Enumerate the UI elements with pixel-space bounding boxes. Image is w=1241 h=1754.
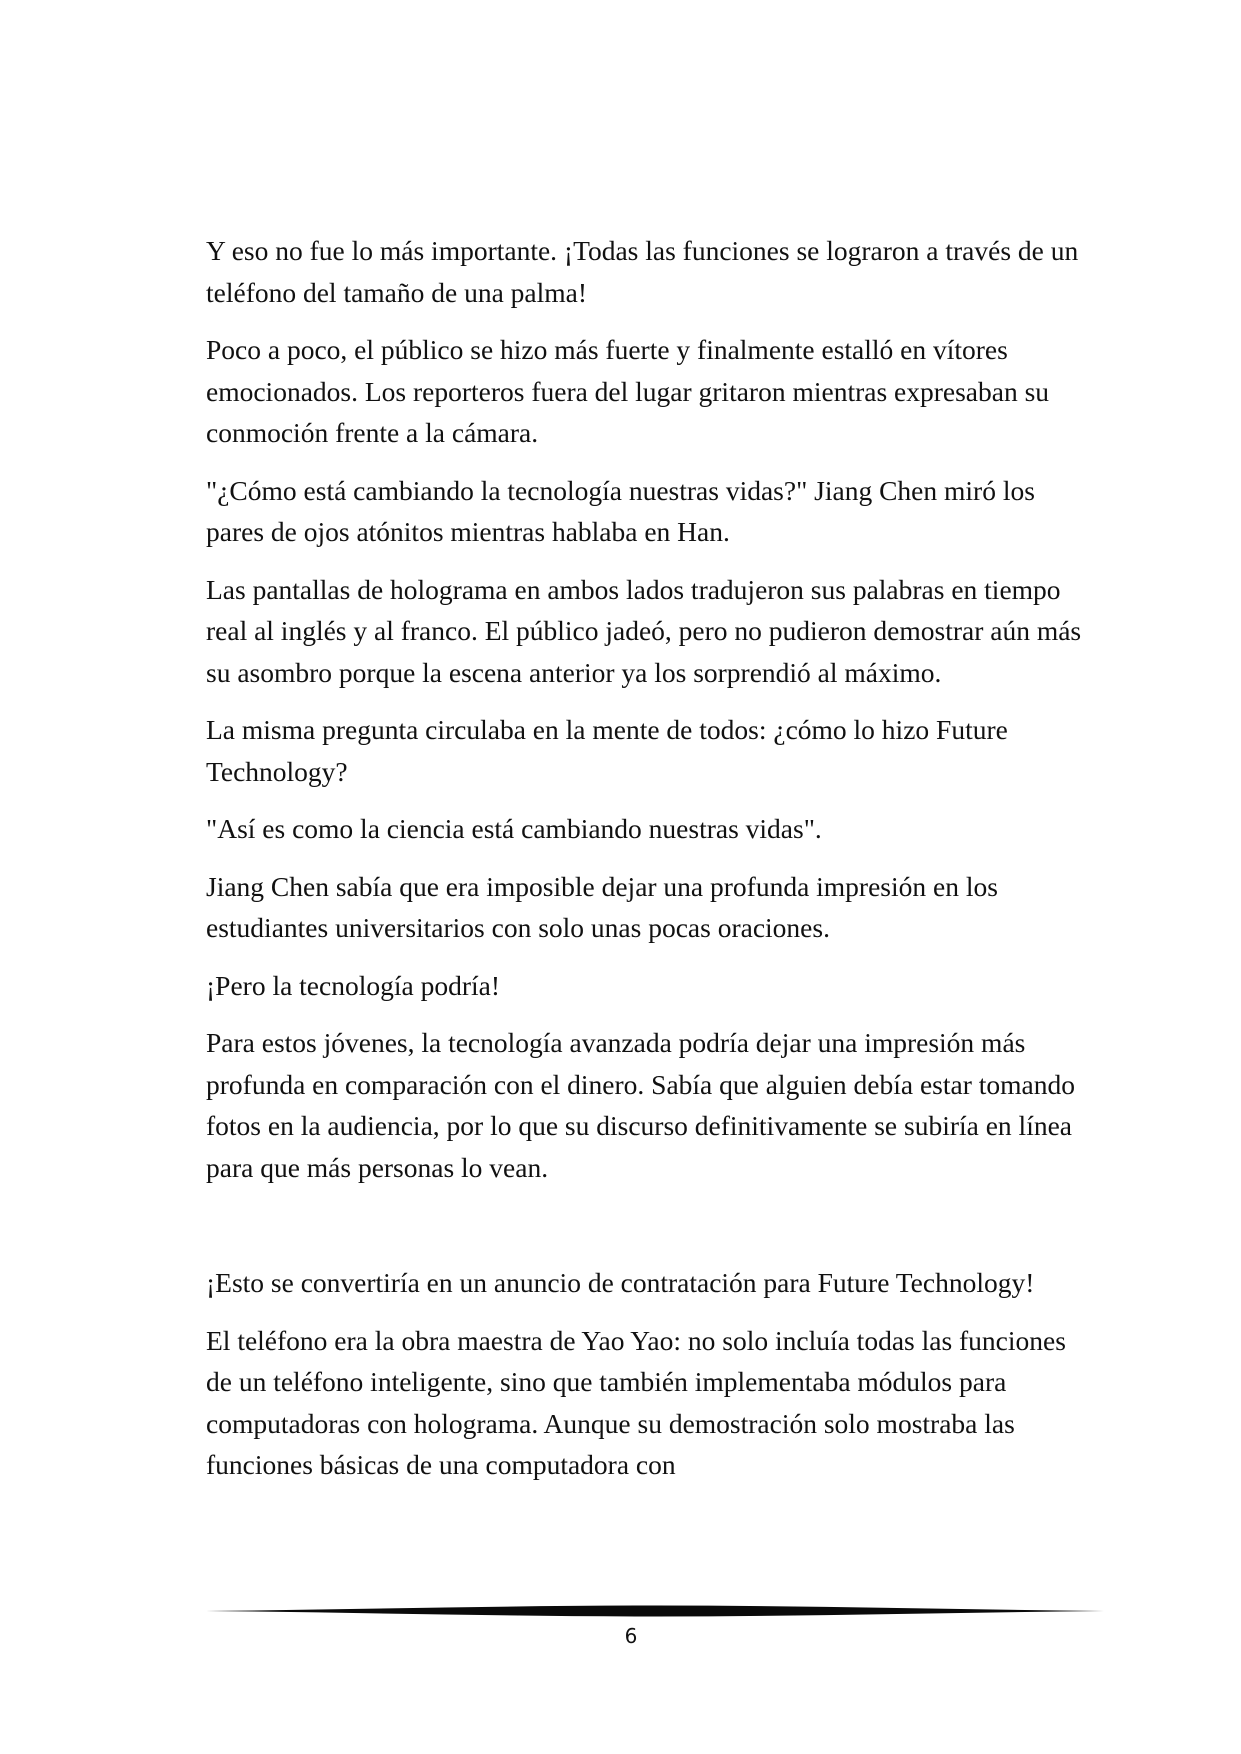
paragraph-11: El teléfono era la obra maestra de Yao Yao: no solo incluía todas las funciones de un teléfono inteligente, sino que también implementaba módulos para computadoras con holograma. Aunque su demostración solo mostraba las funciones básicas de una computadora con [206, 1324, 1066, 1480]
page-body [206, 230, 1086, 1502]
paragraph-1: Y eso no fue lo más importante. ¡Todas las funciones se lograron a través de un teléfono del tamaño de una palma! [206, 235, 1079, 308]
paragraph-10: ¡Esto se convertiría en un anuncio de contratación para Future Technology! [206, 1267, 1035, 1298]
paragraph-6: "Así es como la ciencia está cambiando nuestras vidas". [206, 813, 822, 844]
paragraph-3: "¿Cómo está cambiando la tecnología nuestras vidas?" Jiang Chen miró los pares de ojos atónitos mientras hablaba en Han. [206, 474, 1035, 547]
footer-divider [206, 1604, 1104, 1618]
paragraph-4: Las pantallas de holograma en ambos lados tradujeron sus palabras en tiempo real al inglés y al franco. El público jadeó, pero no pudieron demostrar aún más su asombro porque la escena anterior ya los sorprendió al máximo. [206, 573, 1082, 688]
page-number: 6 [624, 1624, 638, 1648]
paragraph-8: ¡Pero la tecnología podría! [206, 969, 500, 1001]
paragraph-2: Poco a poco, el público se hizo más fuerte y finalmente estalló en vítores emocionados. Los reporteros fuera del lugar gritaron mientras expresaban su conmoción frente a la cámara. [206, 334, 1050, 448]
paragraph-9: Para estos jóvenes, la tecnología avanzada podría dejar una impresión más profunda en comparación con el dinero. Sabía que alguien debía estar tomando fotos en la audiencia, por lo que su discurso definitivamente se subiría en línea para que más personas lo vean. [206, 1027, 1075, 1183]
paragraph-5: La misma pregunta circulaba en la mente de todos: ¿cómo lo hizo Future Technology? [206, 714, 1008, 787]
paragraph-7: Jiang Chen sabía que era imposible dejar una profunda impresión en los estudiantes universitarios con solo unas pocas oraciones. [206, 870, 998, 943]
